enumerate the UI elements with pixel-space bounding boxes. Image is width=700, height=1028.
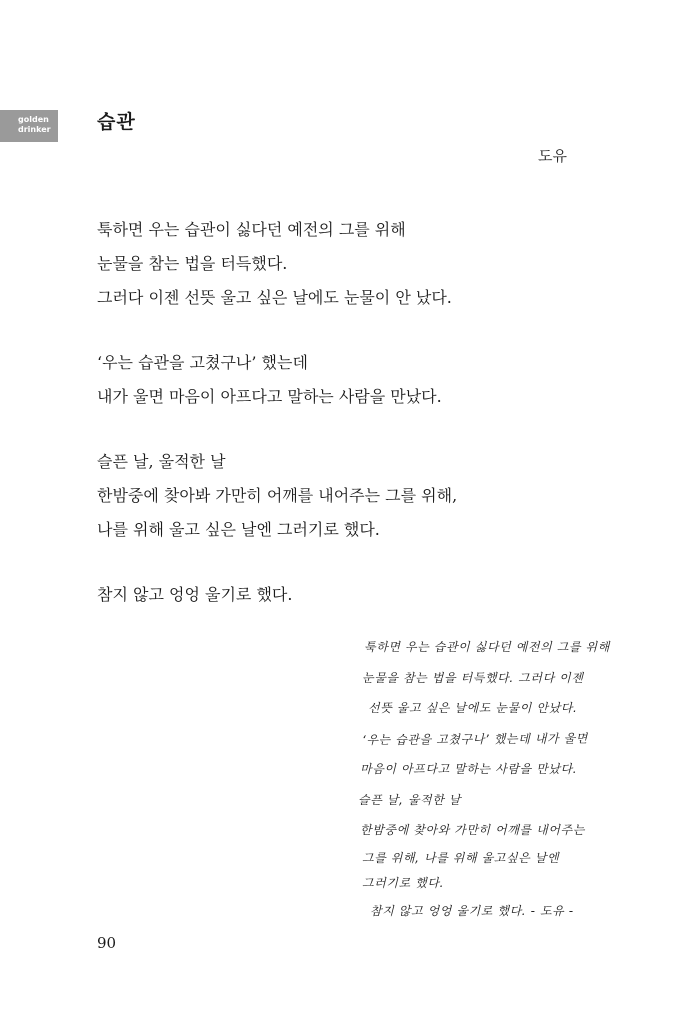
- poem-body: [97, 213, 657, 643]
- poem-line: 툭하면 우는 습관이 싫다던 예전의 그를 위해: [97, 220, 406, 239]
- poem-line: 한밤중에 찾아봐 가만히 어깨를 내어주는 그를 위해,: [97, 486, 458, 505]
- poem-line: 나를 위해 울고 싶은 날엔 그러기로 했다.: [97, 520, 380, 539]
- poem-stanza: [97, 578, 657, 612]
- handwritten-line: 마음이 아프다고 말하는 사람을 만났다.: [360, 762, 578, 776]
- poem-author: 도유: [538, 147, 567, 165]
- handwritten-line: 한밤중에 찾아와 가만히 어깨를 내어주는: [360, 823, 585, 837]
- poem-line: 참지 않고 엉엉 울기로 했다.: [97, 585, 293, 604]
- poem-stanza: [97, 213, 657, 315]
- poem-stanza: [97, 346, 657, 414]
- page-number: 90: [97, 934, 117, 952]
- poem-line: 눈물을 참는 법을 터득했다.: [97, 254, 288, 273]
- handwritten-line: 슬픈 날, 울적한 날: [358, 792, 462, 807]
- poem-line: 그러다 이젠 선뜻 울고 싶은 날에도 눈물이 안 났다.: [97, 288, 452, 307]
- poem-line: 슬픈 날, 울적한 날: [97, 452, 226, 471]
- poem-line: 내가 울면 마음이 아프다고 말하는 사람을 만났다.: [97, 387, 442, 406]
- poem-line: ‘우는 습관을 고쳤구나’ 했는데: [97, 353, 308, 372]
- handwritten-poem: [358, 632, 664, 926]
- side-tab-line1: golden: [18, 115, 49, 124]
- side-tab-line2: drinker: [18, 125, 51, 134]
- poem-title: 습관: [97, 111, 136, 133]
- handwritten-line: ‘우는 습관을 고쳤구나’ 했는데 내가 울면: [361, 730, 589, 747]
- poem-stanza: [97, 445, 657, 547]
- handwritten-line: 참지 않고 엉엉 울기로 했다. - 도유 -: [370, 903, 574, 918]
- handwritten-line: 선뜻 울고 싶은 날에도 눈물이 안났다.: [368, 701, 578, 715]
- handwritten-line: 그를 위해, 나를 위해 울고싶은 날엔: [362, 850, 560, 865]
- handwritten-line: 눈물을 참는 법을 터득했다. 그러다 이젠: [362, 670, 584, 685]
- handwritten-line: 툭하면 우는 습관이 싫다던 예전의 그를 위해: [364, 640, 610, 654]
- handwritten-line: 그러기로 했다.: [362, 875, 444, 890]
- chapter-side-tab: [0, 110, 58, 142]
